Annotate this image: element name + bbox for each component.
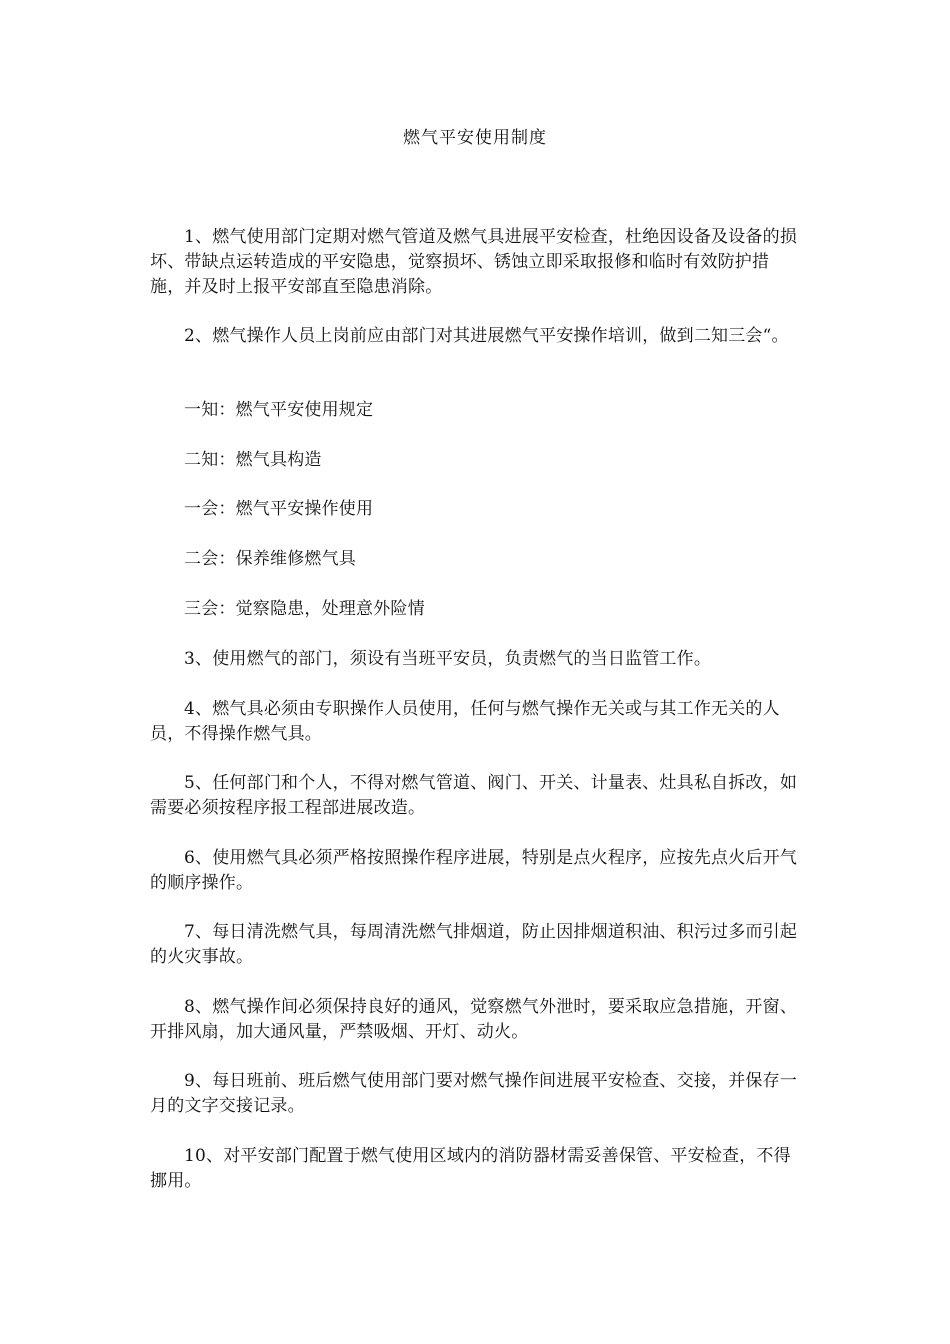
paragraph-8: 8、燃气操作间必须保持良好的通风，觉察燃气外泄时，要采取应急措施，开窗、开排风扇，加大通风量，严禁吸烟、开灯、动火。: [150, 997, 798, 1042]
paragraph-1: 1、燃气使用部门定期对燃气管道及燃气具进展平安检查，杜绝因设备及设备的损坏、带缺点运转造成的平安隐患，觉察损坏、锈蚀立即采取报修和临时有效防护措施，并及时上报平安部直至隐患消除。: [150, 227, 798, 297]
paragraph-know-1: 一知：燃气平安使用规定: [184, 400, 374, 420]
paragraph-3: 3、使用燃气的部门，须设有当班平安员，负责燃气的当日监管工作。: [184, 649, 712, 669]
paragraph-6: 6、使用燃气具必须严格按照操作程序进展，特别是点火程序，应按先点火后开气的顺序操作。: [150, 848, 798, 893]
paragraph-2: 2、燃气操作人员上岗前应由部门对其进展燃气平安操作培训，做到二知三会“。: [184, 326, 789, 346]
paragraph-7: 7、每日清洗燃气具，每周清洗燃气排烟道，防止因排烟道积油、积污过多而引起的火灾事故。: [150, 922, 798, 967]
paragraph-9: 9、每日班前、班后燃气使用部门要对燃气操作间进展平安检查、交接，并保存一月的文字交接记录。: [150, 1071, 798, 1116]
paragraph-skill-1: 一会：燃气平安操作使用: [184, 499, 374, 519]
document-title: 燃气平安使用制度: [403, 128, 547, 148]
paragraph-4: 4、燃气具必须由专职操作人员使用，任何与燃气操作无关或与其工作无关的人员，不得操作燃气具。: [150, 699, 780, 744]
paragraph-5: 5、任何部门和个人，不得对燃气管道、阀门、开关、计量表、灶具私自拆改，如需要必须按程序报工程部进展改造。: [150, 773, 798, 818]
paragraph-know-2: 二知：燃气具构造: [184, 450, 322, 470]
paragraph-skill-2: 二会：保养维修燃气具: [184, 549, 356, 569]
paragraph-10: 10、对平安部门配置于燃气使用区域内的消防器材需妥善保管、平安检查，不得挪用。: [150, 1146, 791, 1191]
paragraph-skill-3: 三会：觉察隐患，处理意外险情: [184, 599, 425, 619]
